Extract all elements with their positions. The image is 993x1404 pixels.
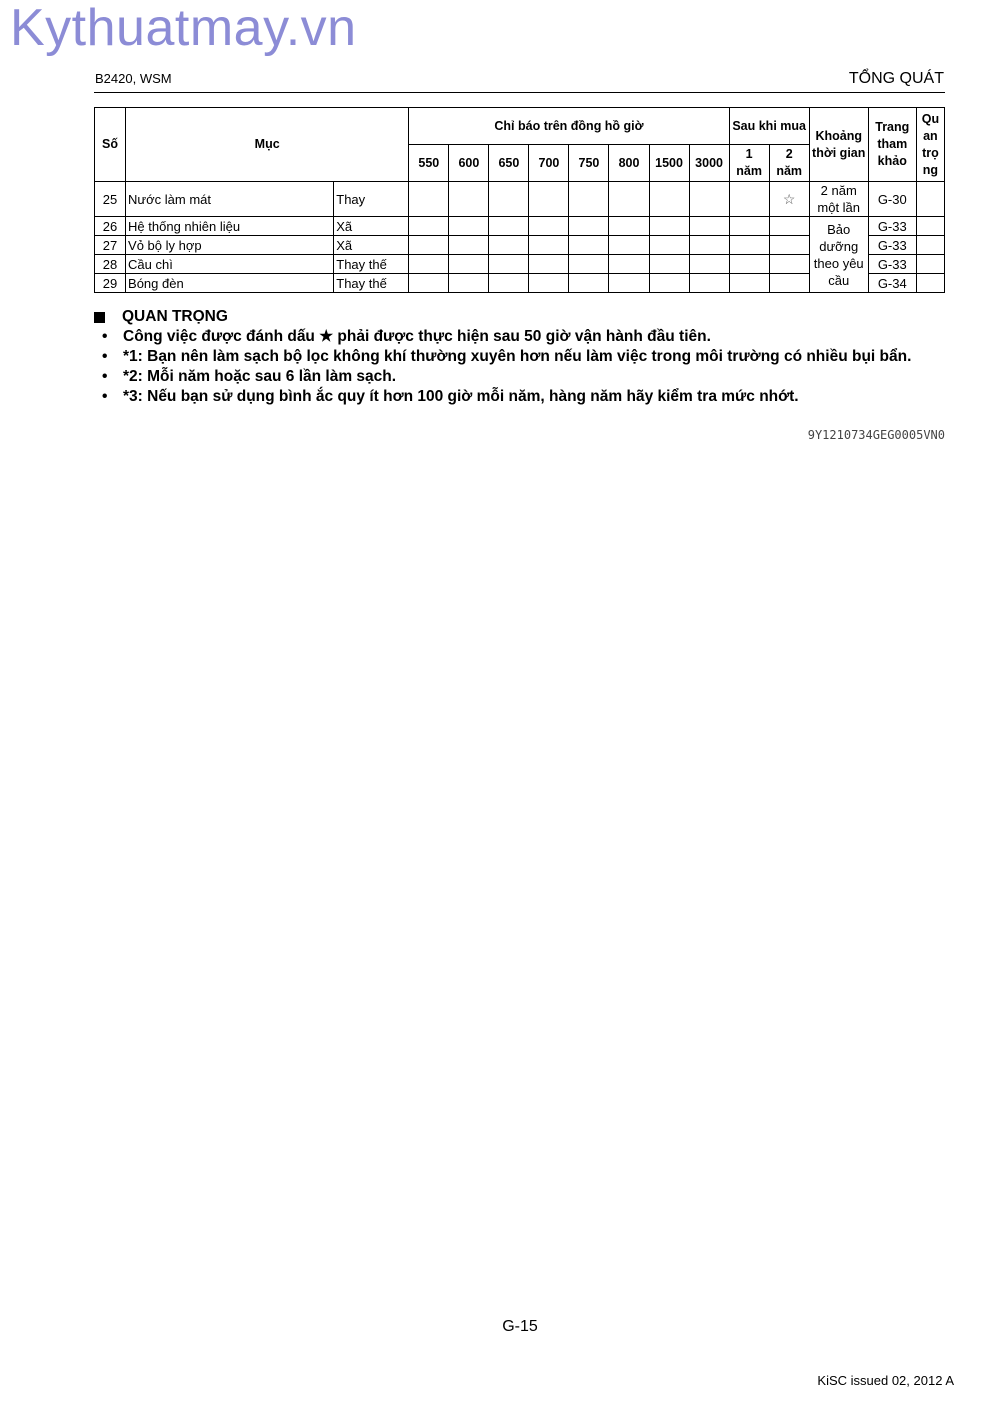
table-row xyxy=(95,182,945,217)
header-hour: 650 xyxy=(489,145,529,182)
header-hour: 700 xyxy=(529,145,569,182)
row-action: Xã xyxy=(334,236,409,255)
header-hour: 750 xyxy=(569,145,609,182)
header-hour: 800 xyxy=(609,145,649,182)
maintenance-schedule-table xyxy=(94,107,945,293)
notes-list xyxy=(94,327,945,407)
row-item: Hệ thống nhiên liệu xyxy=(126,217,334,236)
row-action: Thay xyxy=(334,182,409,217)
row-reference: G-33 xyxy=(868,255,916,274)
list-item: • *3: Nếu bạn sử dụng bình ắc quy ít hơn 100 giờ mỗi năm, hàng năm hãy kiểm tra mức nhớt. xyxy=(102,388,799,405)
reference-code: 9Y1210734GEG0005VN0 xyxy=(807,428,945,442)
header-hour: 1500 xyxy=(649,145,689,182)
watermark-logo: Kythuatmay.vn xyxy=(10,0,357,57)
header-important: Qu an trọ ng xyxy=(916,108,944,182)
page-number: G-15 xyxy=(502,1318,538,1335)
header-hour: 3000 xyxy=(689,145,729,182)
header-hour-meter: Chỉ báo trên đồng hồ giờ xyxy=(409,108,729,145)
row-action: Xã xyxy=(334,217,409,236)
row-number: 25 xyxy=(95,182,126,217)
document-model: B2420, WSM xyxy=(95,71,172,86)
section-title: TỔNG QUÁT xyxy=(848,70,944,87)
outline-star-icon: ☆ xyxy=(769,182,809,217)
header-no: Số xyxy=(95,108,126,182)
issue-footer: KiSC issued 02, 2012 A xyxy=(817,1373,954,1388)
table-row xyxy=(95,217,945,236)
row-item: Vỏ bộ ly hợp xyxy=(126,236,334,255)
maintenance-as-required: Bảo dưỡng theo yêu cầu xyxy=(809,217,868,293)
row-action: Thay thế xyxy=(334,255,409,274)
list-item: • Công việc được đánh dấu ★ phải được thực hiện sau 50 giờ vận hành đầu tiên. xyxy=(102,328,711,345)
important-notes xyxy=(94,307,945,407)
row-reference: G-33 xyxy=(868,236,916,255)
list-item: • *1: Bạn nên làm sạch bộ lọc không khí thường xuyên hơn nếu làm việc trong môi trường có nhiều bụi bẩn. xyxy=(102,348,912,365)
notes-heading: QUAN TRỌNG xyxy=(94,307,945,327)
row-reference: G-34 xyxy=(868,274,916,293)
header-hour: 550 xyxy=(409,145,449,182)
row-number: 27 xyxy=(95,236,126,255)
header-year: 2 năm xyxy=(769,145,809,182)
header-divider xyxy=(94,92,945,93)
row-number: 28 xyxy=(95,255,126,274)
row-number: 29 xyxy=(95,274,126,293)
header-year: 1 năm xyxy=(729,145,769,182)
header-after-purchase: Sau khi mua xyxy=(729,108,809,145)
header-reference: Trang tham khảo xyxy=(868,108,916,182)
list-item: • *2: Mỗi năm hoặc sau 6 lần làm sạch. xyxy=(102,368,397,385)
header-hour: 600 xyxy=(449,145,489,182)
row-reference: G-33 xyxy=(868,217,916,236)
row-action: Thay thế xyxy=(334,274,409,293)
row-reference: G-30 xyxy=(868,182,916,217)
row-interval: 2 năm một lần xyxy=(809,182,868,217)
header-item: Mục xyxy=(126,108,409,182)
header-interval: Khoảng thời gian xyxy=(809,108,868,182)
row-item: Cầu chì xyxy=(126,255,334,274)
square-bullet-icon xyxy=(94,312,105,323)
row-number: 26 xyxy=(95,217,126,236)
row-item: Bóng đèn xyxy=(126,274,334,293)
row-item: Nước làm mát xyxy=(126,182,334,217)
